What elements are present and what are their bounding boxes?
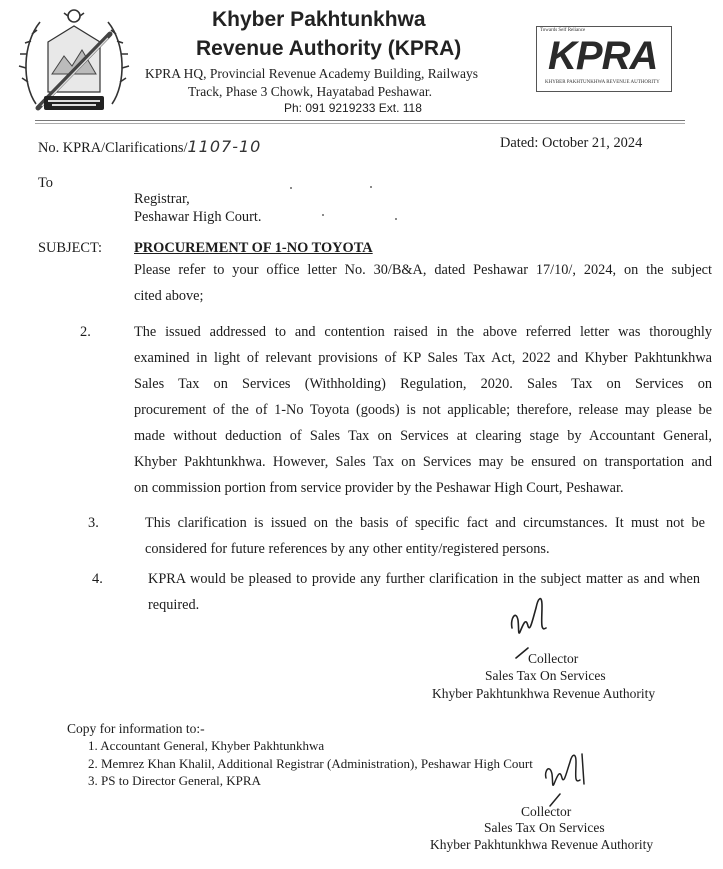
recipient-line2: Peshawar High Court. bbox=[134, 209, 262, 225]
paragraph-line-text: cited above; bbox=[134, 288, 204, 304]
copy-list-item: 3. PS to Director General, KPRA bbox=[88, 773, 261, 788]
letter-date: Dated: October 21, 2024 bbox=[500, 135, 643, 151]
scan-speck bbox=[370, 186, 372, 188]
scan-speck bbox=[290, 187, 292, 189]
paragraph-line bbox=[134, 475, 712, 501]
handwritten-signature bbox=[530, 748, 590, 808]
org-name-line1: Khyber Pakhtunkhwa bbox=[212, 8, 426, 31]
paragraph-line bbox=[134, 449, 712, 475]
logo-text: KPRA bbox=[548, 34, 658, 78]
paragraph-line-text: procurement of the of 1-No Toyota (goods) is not applicable; therefore, release may please be bbox=[134, 402, 712, 418]
reference-handwritten: 1107-10 bbox=[187, 137, 262, 156]
signature-title: Collector bbox=[528, 651, 579, 666]
handwritten-signature bbox=[506, 588, 556, 660]
copy-heading: Copy for information to:- bbox=[67, 721, 205, 736]
paragraph-3 bbox=[145, 510, 705, 562]
intro-paragraph bbox=[134, 257, 712, 309]
paragraph-line-text: required. bbox=[148, 597, 200, 613]
org-name-line2: Revenue Authority (KPRA) bbox=[196, 37, 462, 60]
paragraph-line bbox=[134, 283, 712, 309]
scan-speck bbox=[395, 218, 397, 220]
paragraph-line bbox=[148, 566, 700, 592]
copy-list-item: 1. Accountant General, Khyber Pakhtunkhwa bbox=[88, 738, 325, 753]
paragraph-line bbox=[134, 257, 712, 283]
scan-speck bbox=[322, 214, 324, 216]
paragraph-line bbox=[145, 536, 705, 562]
logo-tagline: Towards Self Reliance bbox=[540, 28, 586, 33]
paragraph-line bbox=[134, 319, 712, 345]
paragraph-line-text: Sales Tax on Services (Withholding) Regulation, 2020. Sales Tax on Services on bbox=[134, 376, 712, 392]
signature-organization: Khyber Pakhtunkhwa Revenue Authority bbox=[430, 837, 654, 852]
paragraph-line-text: examined in light of relevant provisions of KP Sales Tax Act, 2022 and Khyber Pakhtunkhwa bbox=[134, 350, 712, 366]
paragraph-line-text: on commission portion from service provider by the Peshawar High Court, Peshawar. bbox=[134, 480, 624, 496]
paragraph-2 bbox=[134, 319, 712, 501]
paragraph-line-text: Khyber Pakhtunkhwa. However, Sales Tax on Services may be ensured on transportation and bbox=[134, 454, 712, 470]
kp-government-emblem-icon bbox=[18, 4, 130, 122]
paragraph-number: 4. bbox=[92, 571, 103, 587]
subject-label: SUBJECT: bbox=[38, 240, 103, 256]
paragraph-line bbox=[148, 592, 700, 618]
phone-number: Ph: 091 9219233 Ext. 118 bbox=[284, 101, 422, 115]
header-divider-secondary bbox=[35, 123, 685, 124]
address-line1: KPRA HQ, Provincial Revenue Academy Building, Railways bbox=[145, 66, 478, 81]
signature-title: Collector bbox=[521, 804, 572, 819]
header-divider bbox=[35, 120, 685, 121]
paragraph-line-text: Please refer to your office letter No. 30/B&A, dated Peshawar 17/10/, 2024, on the subject bbox=[134, 262, 712, 278]
signature-office: Sales Tax On Services bbox=[484, 820, 605, 835]
paragraph-line bbox=[134, 423, 712, 449]
paragraph-line bbox=[134, 371, 712, 397]
paragraph-line-text: made without deduction of Sales Tax on Services at clearing stage by Accountant General, bbox=[134, 428, 712, 444]
paragraph-number: 3. bbox=[88, 515, 99, 531]
subject-value: PROCUREMENT OF 1-NO TOYOTA bbox=[134, 240, 373, 256]
paragraph-line bbox=[145, 510, 705, 536]
copy-list-item: 2. Memrez Khan Khalil, Additional Registrar (Administration), Peshawar High Court bbox=[88, 756, 533, 771]
signature-office: Sales Tax On Services bbox=[485, 668, 606, 683]
reference-number bbox=[38, 134, 261, 161]
paragraph-line-text: The issued addressed to and contention raised in the above referred letter was thoroughly bbox=[134, 324, 712, 340]
paragraph-line bbox=[134, 397, 712, 423]
paragraph-line-text: This clarification is issued on the basis of specific fact and circumstances. It must not be bbox=[145, 515, 705, 531]
address-line2: Track, Phase 3 Chowk, Hayatabad Peshawar. bbox=[188, 84, 432, 99]
paragraph-line-text: KPRA would be pleased to provide any further clarification in the subject matter as and when bbox=[148, 571, 700, 587]
reference-label: No. KPRA/Clarifications/ bbox=[38, 140, 188, 156]
paragraph-line-text: considered for future references by any other entity/registered persons. bbox=[145, 541, 550, 557]
signature-organization: Khyber Pakhtunkhwa Revenue Authority bbox=[432, 686, 656, 701]
recipient-line1: Registrar, bbox=[134, 191, 190, 207]
logo-subtitle: KHYBER PAKHTUNKHWA REVENUE AUTHORITY bbox=[545, 80, 660, 85]
paragraph-line bbox=[134, 345, 712, 371]
paragraph-number: 2. bbox=[80, 324, 91, 340]
to-label: To bbox=[38, 175, 53, 191]
paragraph-4 bbox=[148, 566, 700, 618]
